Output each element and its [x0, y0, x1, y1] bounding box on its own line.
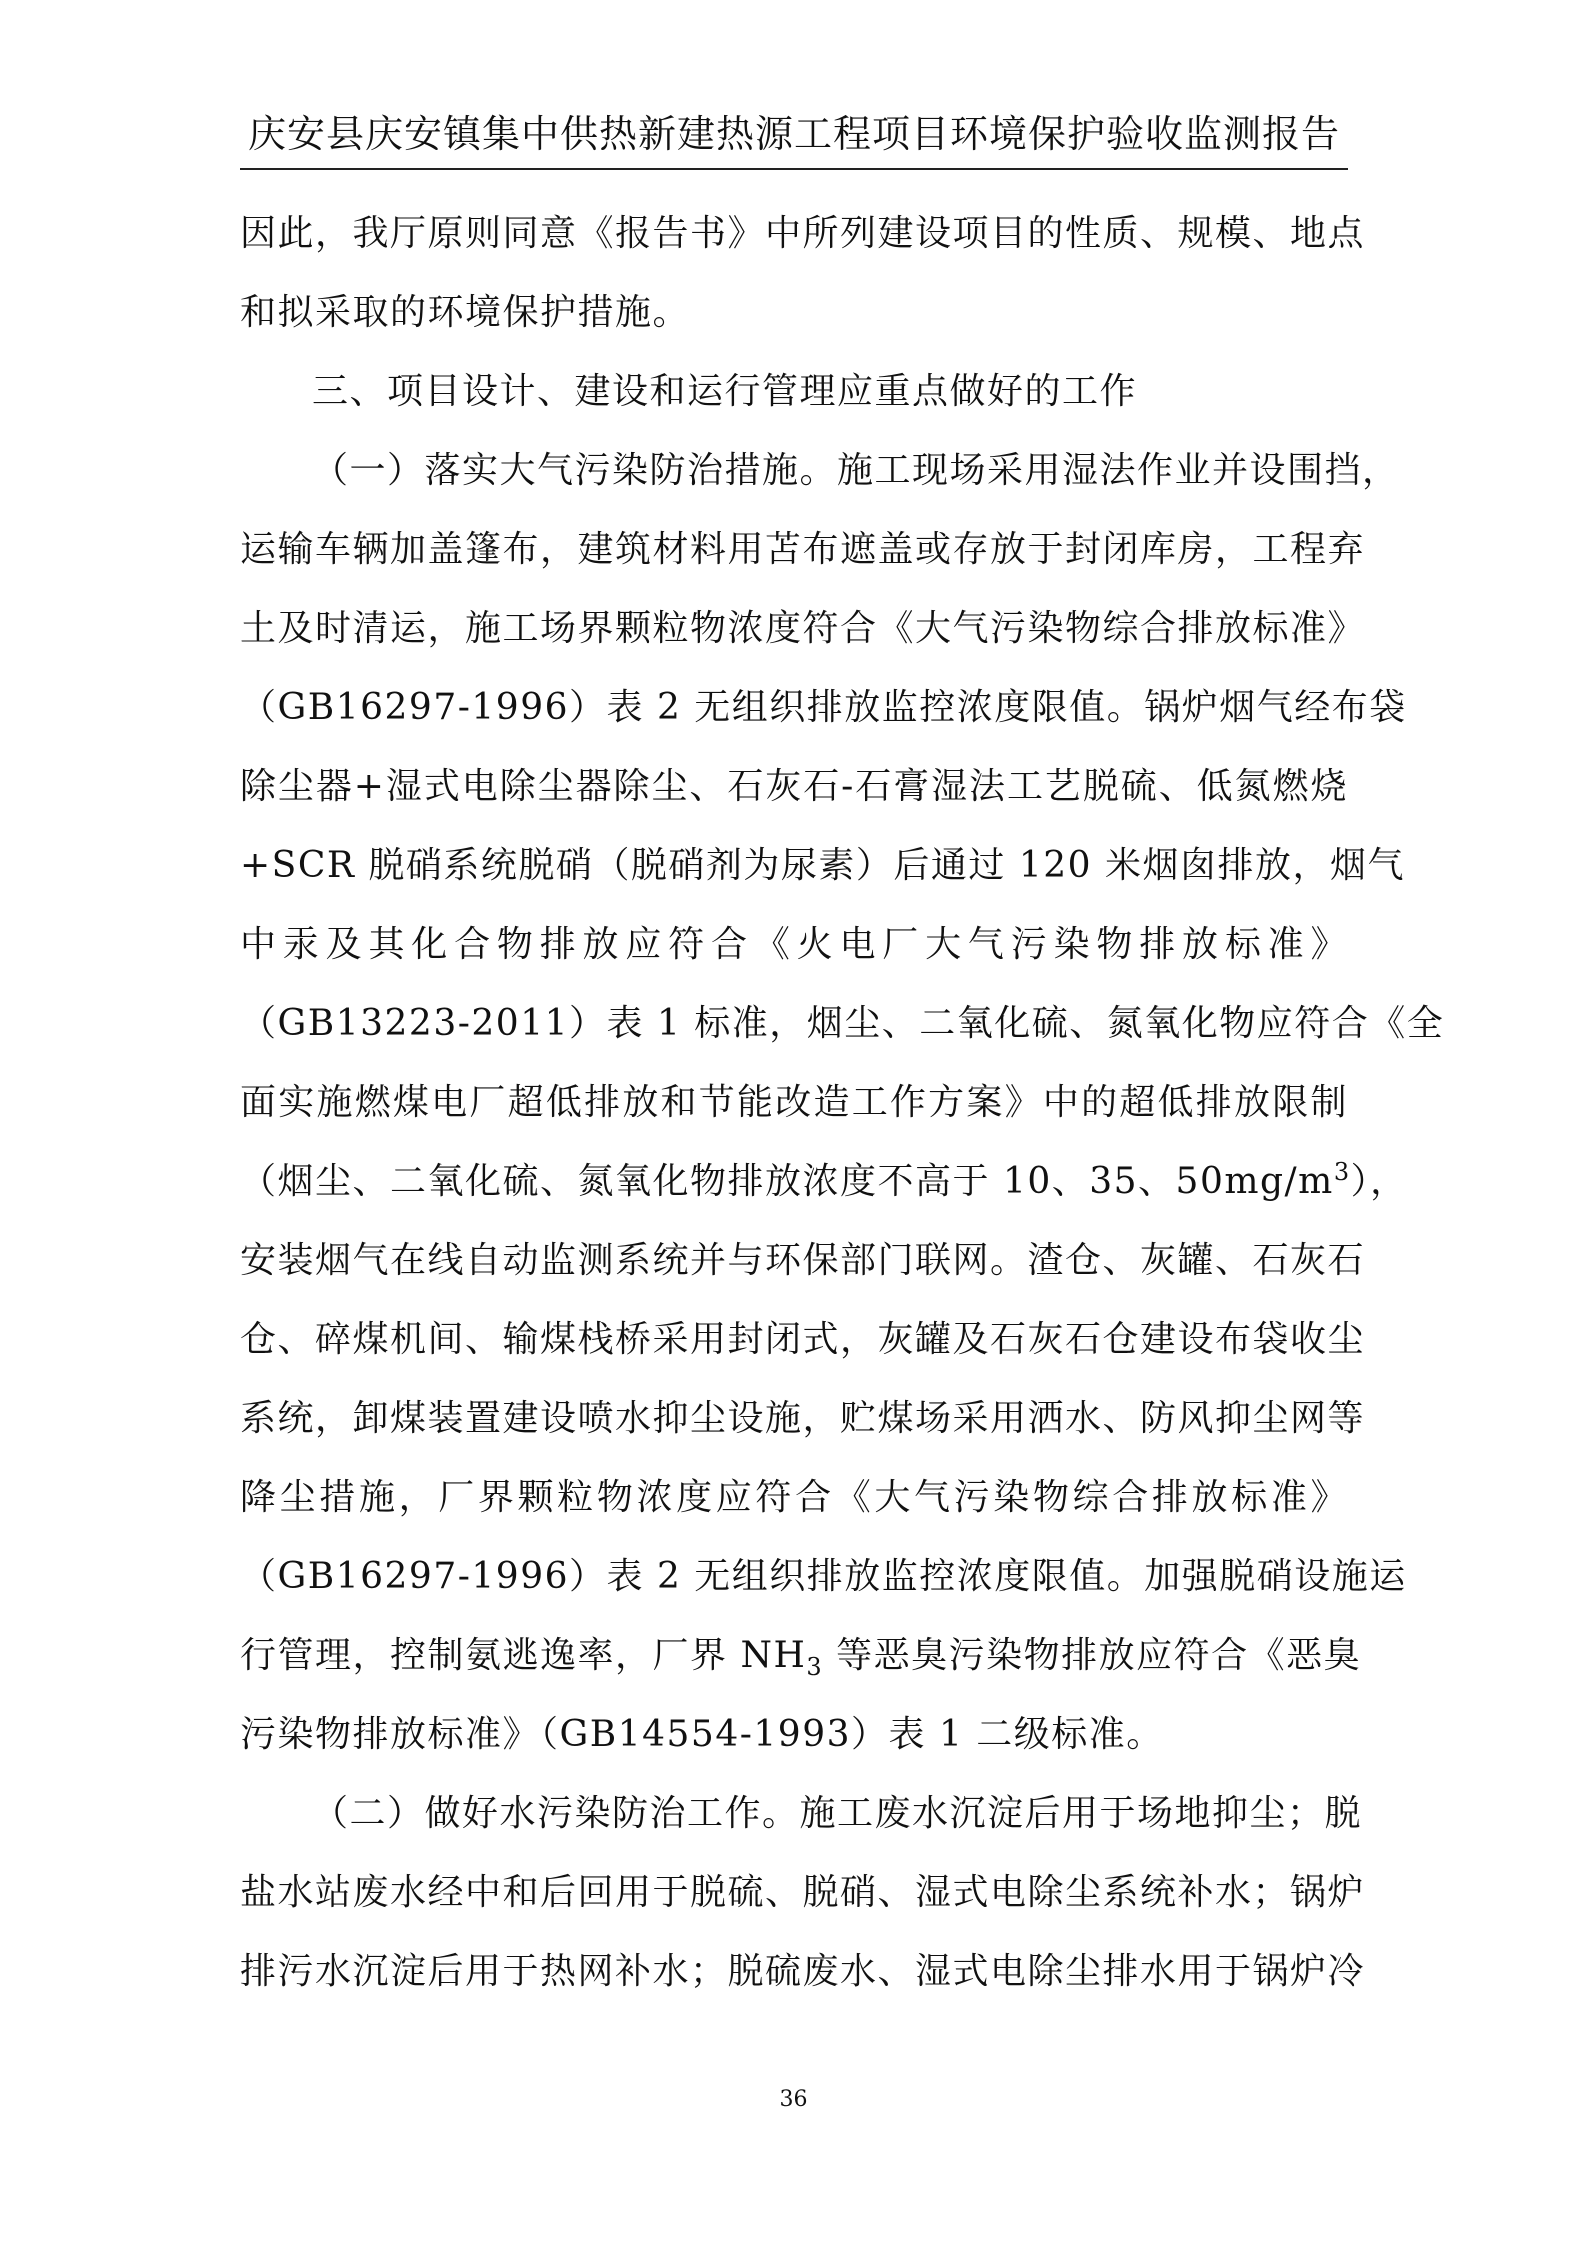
text-line: （二）做好水污染防治工作。施工废水沉淀后用于场地抑尘；脱 — [312, 1793, 1363, 1834]
text-line: 和拟采取的环境保护措施。 — [240, 292, 691, 333]
text-segment: （烟尘、二氧化硫、氮氧化物排放浓度不高于 10、35、50mg/m — [240, 1161, 1334, 1202]
text-line: 土及时清运，施工场界颗粒物浓度符合《大气污染物综合排放标准》 — [240, 608, 1366, 649]
text-line: 仓、碎煤机间、输煤栈桥采用封闭式，灰罐及石灰石仓建设布袋收尘 — [240, 1319, 1366, 1360]
text-line: 面实施燃煤电厂超低排放和节能改造工作方案》中的超低排放限制 — [240, 1082, 1348, 1123]
text-line: 因此，我厅原则同意《报告书》中所列建设项目的性质、规模、地点 — [240, 213, 1366, 254]
page-header: 庆安县庆安镇集中供热新建热源工程项目环境保护验收监测报告 — [240, 108, 1348, 170]
text-line: 降尘措施，厂界颗粒物浓度应符合《大气污染物综合排放标准》 — [240, 1477, 1348, 1518]
text-line: 盐水站废水经中和后回用于脱硫、脱硝、湿式电除尘系统补水；锅炉 — [240, 1872, 1366, 1913]
subscript: 3 — [806, 1653, 824, 1682]
text-line — [240, 1628, 1362, 1707]
text-segment: 等恶臭污染物排放应符合《恶臭 — [823, 1635, 1362, 1676]
section-heading: 三、项目设计、建设和运行管理应重点做好的工作 — [312, 371, 1138, 412]
page-number: 36 — [779, 2087, 808, 2112]
superscript: 3 — [1333, 1158, 1351, 1186]
text-line: （GB13223-2011）表 1 标准，烟尘、二氧化硫、氮氧化物应符合《全 — [240, 1003, 1445, 1044]
text-line: +SCR 脱硝系统脱硝（脱硝剂为尿素）后通过 120 米烟囱排放，烟气 — [240, 845, 1406, 886]
text-line: 运输车辆加盖篷布，建筑材料用苫布遮盖或存放于封闭库房，工程弃 — [240, 529, 1366, 570]
text-line — [240, 1154, 1408, 1233]
text-line: （GB16297-1996）表 2 无组织排放监控浓度限值。加强脱硝设施运 — [240, 1556, 1407, 1597]
text-segment: ）， — [1350, 1161, 1408, 1202]
text-line: 安装烟气在线自动监测系统并与环保部门联网。渣仓、灰罐、石灰石 — [240, 1240, 1366, 1281]
text-line: 中汞及其化合物排放应符合《火电厂大气污染物排放标准》 — [240, 924, 1348, 965]
text-line: （一）落实大气污染防治措施。施工现场采用湿法作业并设围挡， — [312, 450, 1400, 491]
text-line: 除尘器+湿式电除尘器除尘、石灰石-石膏湿法工艺脱硫、低氮燃烧 — [240, 766, 1348, 807]
body-text — [240, 206, 1445, 2023]
text-line: （GB16297-1996）表 2 无组织排放监控浓度限值。锅炉烟气经布袋 — [240, 687, 1407, 728]
text-line: 排污水沉淀后用于热网补水；脱硫废水、湿式电除尘排水用于锅炉冷 — [240, 1951, 1366, 1992]
text-segment: 行管理，控制氨逃逸率，厂界 NH — [240, 1635, 807, 1676]
text-line: 污染物排放标准》（GB14554-1993）表 1 二级标准。 — [240, 1714, 1164, 1755]
text-line: 系统，卸煤装置建设喷水抑尘设施，贮煤场采用洒水、防风抑尘网等 — [240, 1398, 1366, 1439]
